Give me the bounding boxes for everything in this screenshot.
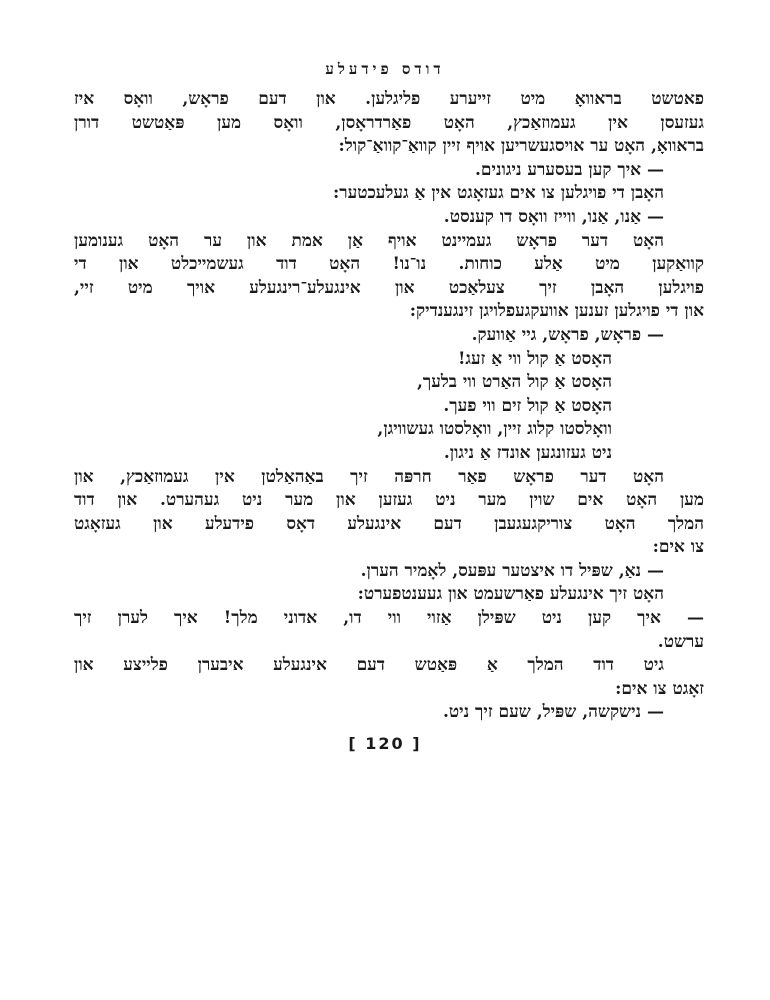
text-line: בראוואָ, האָט ער אויסגעשריען אויף זיין קוואַ־קוואַ־קול: [338, 136, 704, 157]
dialogue-line: — נאַ, שפּיל דו איצטער עפּעס, לאָמיר הערן. [360, 560, 664, 581]
poem-line: האָסט אַ קול האַרט ווי בלעך, [416, 372, 612, 393]
text-line: האָט דער פראָש געמיינט אויף אַן אמת און ער האָט גענומען [74, 230, 664, 251]
poem-line: האָסט אַ קול זים ווי פעך. [443, 395, 612, 416]
poem-line: — פראָש, פראָש, גיי אַוועק. [471, 324, 664, 345]
dialogue-line: — איך קען בעסערע ניגונים. [475, 159, 664, 180]
page-number: [ 120 ] [348, 734, 422, 753]
text-line: פאטשט בראוואָ מיט זייערע פליגלען. און דעם פראָש, וואָס איז [74, 89, 704, 109]
running-head: דודס פידעלע [325, 60, 445, 78]
text-line: ערשט. [657, 631, 704, 652]
body-text [74, 88, 704, 725]
text-line: געזעסן אין געמוזאַכץ, האָט פאַרדראָסן, וואָס מען פּאַטשט דורן [74, 112, 704, 133]
text-line: און די פויגלען זענען אוועקגעפלויגן זינגענדיק: [409, 301, 704, 322]
text-line: פויגלען האָבן זיך צעלאַכט און אינגעלע־רינגעלע אויך מיט זיי, [74, 277, 704, 298]
dialogue-line: — אַנו, אַנו, ווייז וואָס דו קענסט. [443, 206, 664, 227]
text-line: קוואַקען מיט אַלע כוחות. נו־נו! האָט דוד געשמייכלט און די [74, 254, 704, 275]
poem-line: וואָלסטו קלוג זיין, וואָלסטו געשוויגן, [377, 419, 612, 440]
text-line: האָבן די פויגלען צו אים געזאָגט אין אַ געלעכטער: [332, 183, 664, 204]
text-line: האָט זיך אינגעלע פאַרשעמט און געענטפערט: [357, 584, 664, 605]
text-line: גיט דוד המלך אַ פּאַטש דעם אינגעלע איבערן פלייצע און [74, 655, 664, 676]
text-line: צו אים: [652, 537, 704, 558]
poem-line: ניט געזונגען אונדז אַ ניגון. [443, 442, 612, 463]
text-line: המלך האָט צוריקגעגעבן דעם אינגעלע דאָס פידעלע און געזאָגט [74, 513, 704, 534]
text-line: האָט דער פראָש פאַר חרפּה זיך באַהאַלטן אין געמוזאַכץ, און [74, 466, 664, 487]
text-line: זאָגט צו אים: [615, 678, 704, 699]
text-line: מען האָט אים שוין מער ניט געזען און מער ניט געהערט. און דוד [74, 490, 704, 511]
poem-line: האָסט אַ קול ווי אַ זעג! [457, 348, 612, 369]
dialogue-line: — איך קען ניט שפּילן אַזוי ווי דו, אדוני מלך! איך לערן זיך [74, 608, 704, 629]
dialogue-line: — נישקשה, שפּיל, שעם זיך ניט. [442, 702, 664, 723]
